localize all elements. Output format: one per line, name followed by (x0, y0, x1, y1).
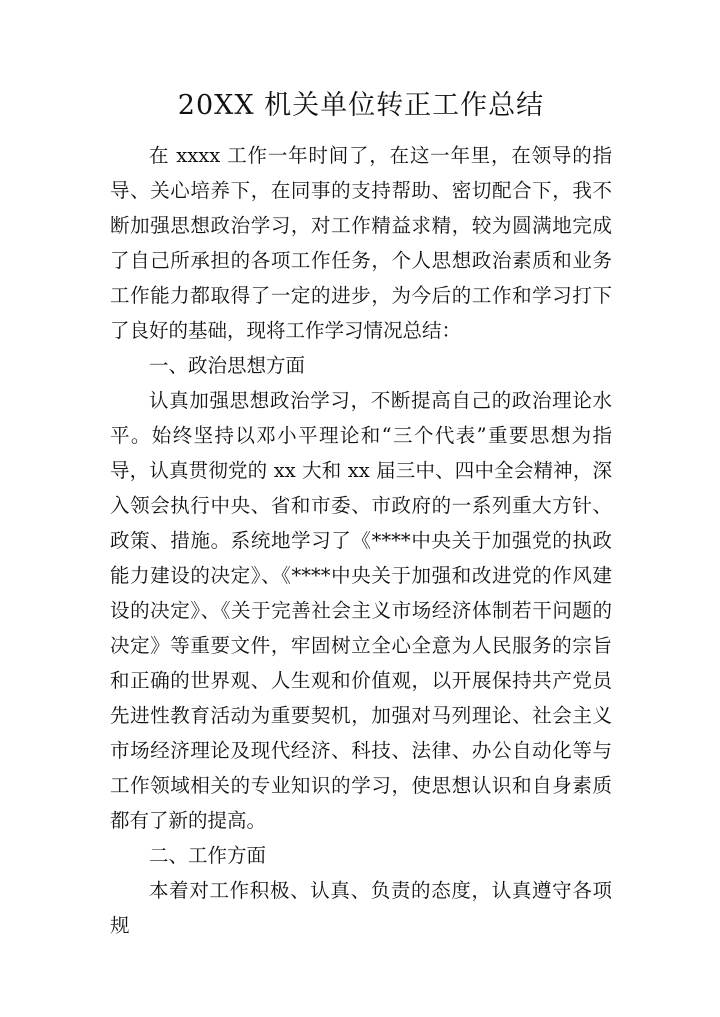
section-heading-political: 一、政治思想方面 (149, 354, 306, 377)
political-paragraph: 认真加强思想政治学习，不断提高自己的政治理论水平。始终坚持以邓小平理论和“三个代表”重要思想为指导，认真贯彻党的 xx 大和 xx 届三中、四中全会精神，深入领会执行中央、省和市委、市政府的一系列重大方针、政策、措施。系统地学习了《****中央关于加强党的执政能力建设的决定》、《****中央关于加强和改进党的作风建设的决定》、《关于完善社会主义市场经济体制若干问题的决定》等重要文件，牢固树立全心全意为人民服务的宗旨和正确的世界观、人生观和价值观，以开展保持共产党员先进性教育活动为重要契机，加强对马列理论、社会主义市场经济理论及现代经济、科技、法律、办公自动化等与工作领域相关的专业知识的学习，使思想认识和自身素质都有了新的提高。 (110, 389, 612, 832)
intro-paragraph: 在 xxxx 工作一年时间了，在这一年里，在领导的指导、关心培养下，在同事的支持帮助、密切配合下，我不断加强思想政治学习，对工作精益求精，较为圆满地完成了自己所承担的各项工作任务，个人思想政治素质和业务工作能力都取得了一定的进步，为今后的工作和学习打下了良好的基础，现将工作学习情况总结： (110, 144, 612, 342)
document-title: 20XX 机关单位转正工作总结 (177, 90, 545, 121)
section-heading-work: 二、工作方面 (149, 844, 267, 867)
work-paragraph: 本着对工作积极、认真、负责的态度，认真遵守各项规 (110, 879, 612, 937)
